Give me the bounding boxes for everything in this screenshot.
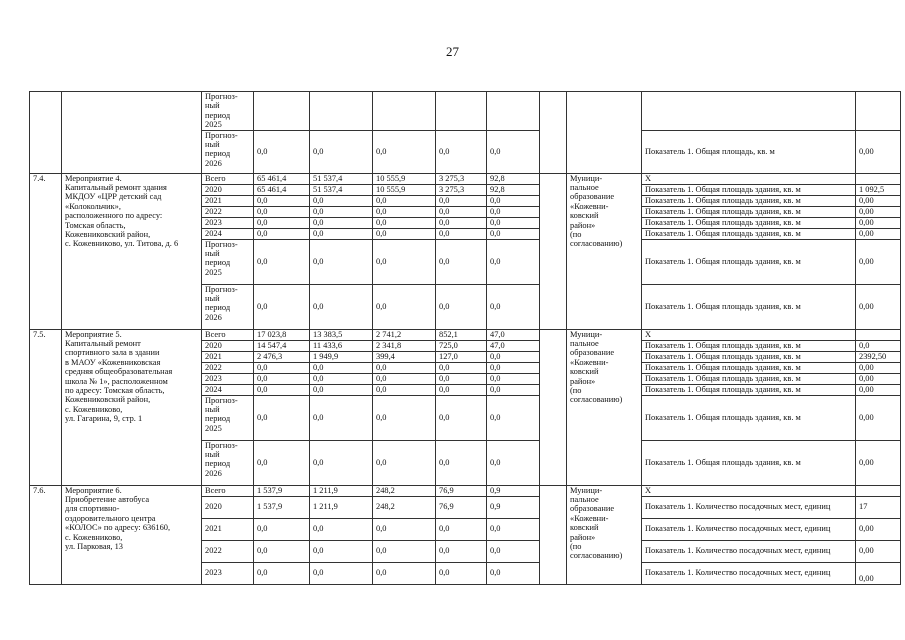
cell-value: 0,0	[310, 284, 373, 329]
cell-year: 2023	[202, 373, 254, 384]
cell-value: 0,0	[310, 395, 373, 440]
cell-indicator-value: 0,00	[856, 362, 901, 373]
cell-value: 0,0	[373, 284, 436, 329]
cell-value: 852,1	[436, 329, 487, 340]
cell-value: 0,0	[310, 195, 373, 206]
cell-value: 0,0	[436, 440, 487, 485]
cell-year: 2021	[202, 195, 254, 206]
cell-value: 0,0	[436, 217, 487, 228]
cell-value: 0,0	[310, 239, 373, 284]
cell-value: 0,0	[254, 217, 310, 228]
cell-year: 2024	[202, 384, 254, 395]
cell-value: 0,0	[254, 239, 310, 284]
table-row	[30, 92, 901, 131]
table-row	[30, 485, 901, 496]
cell-value: 2 341,8	[373, 340, 436, 351]
cell-value: 0,0	[254, 130, 310, 173]
cell-value: 0,9	[487, 485, 540, 496]
measures-table	[29, 91, 901, 585]
cell-indicator: Показатель 1. Общая площадь здания, кв. м	[642, 384, 856, 395]
event-executor: Муници- пальное образование «Кожевни- ковский район» (по согласованию)	[567, 329, 642, 485]
cell-value: 0,0	[436, 239, 487, 284]
cell-value: 92,8	[487, 184, 540, 195]
cell-indicator-value: 0,00	[856, 130, 901, 173]
cell-value: 0,0	[373, 206, 436, 217]
cell-value: 1 211,9	[310, 485, 373, 496]
cell-value: 399,4	[373, 351, 436, 362]
table-body	[30, 92, 901, 585]
cell-value: 0,0	[436, 395, 487, 440]
cell-value: 0,0	[436, 562, 487, 584]
cell-value: 0,0	[487, 228, 540, 239]
cell-value	[310, 92, 373, 131]
cell-value: 0,0	[436, 195, 487, 206]
cell-value: 248,2	[373, 485, 436, 496]
cell-value: 1 537,9	[254, 496, 310, 518]
cell-indicator: Показатель 1. Общая площадь здания, кв. м	[642, 362, 856, 373]
cell-value: 76,9	[436, 485, 487, 496]
cell-indicator: Показатель 1. Общая площадь здания, кв. м	[642, 206, 856, 217]
cell-value	[254, 92, 310, 131]
cell-year: Прогноз- ный период 2025	[202, 239, 254, 284]
cell-value: 0,0	[436, 373, 487, 384]
cell-indicator-value: 2392,50	[856, 351, 901, 362]
cell-value: 0,0	[487, 284, 540, 329]
cell-year: Всего	[202, 485, 254, 496]
cell-indicator-value: 0,00	[856, 195, 901, 206]
cell-year: 2021	[202, 518, 254, 540]
cell-value: 0,0	[310, 228, 373, 239]
event-name: Мероприятие 5. Капитальный ремонт спортивного зала в здании в МАОУ «Кожевниковская средняя общеобразовательная школа № 1», расположенном по адресу: Томская область, Кожевниковский район, с. Кожевниково, ул. Гагарина, 9, стр. 1	[62, 329, 202, 485]
cell-value: 0,0	[436, 228, 487, 239]
cell-value: 65 461,4	[254, 173, 310, 184]
cell-indicator-value: 0,00	[856, 384, 901, 395]
cell-year: Прогноз- ный период 2026	[202, 130, 254, 173]
cell-indicator: Показатель 1. Количество посадочных мест, единиц	[642, 540, 856, 562]
cell-indicator-value: 0,00	[856, 206, 901, 217]
cell-indicator: Показатель 1. Общая площадь здания, кв. м	[642, 340, 856, 351]
cell-indicator	[642, 92, 856, 131]
cell-indicator-value: 0,00	[856, 440, 901, 485]
cell-value: 0,0	[254, 362, 310, 373]
cell-value	[373, 92, 436, 131]
cell-value: 0,0	[373, 362, 436, 373]
event-number: 7.5.	[30, 329, 62, 485]
cell-indicator: Показатель 1. Количество посадочных мест, единиц	[642, 518, 856, 540]
cell-indicator: Показатель 1. Общая площадь здания, кв. м	[642, 217, 856, 228]
cell-value: 0,0	[487, 540, 540, 562]
cell-value: 0,0	[254, 440, 310, 485]
cell-value: 0,0	[310, 206, 373, 217]
cell-value: 0,0	[373, 540, 436, 562]
cell-indicator-value	[856, 173, 901, 184]
event-name: Мероприятие 4. Капитальный ремонт здания МКДОУ «ЦРР детский сад «Колокольчик», расположенного по адресу: Томская область, Кожевниковский район, с. Кожевниково, ул. Титова, д. 6	[62, 173, 202, 329]
cell-value: 0,0	[254, 562, 310, 584]
cell-year: Всего	[202, 329, 254, 340]
cell-value: 14 547,4	[254, 340, 310, 351]
cell-indicator: Показатель 1. Общая площадь здания, кв. м	[642, 284, 856, 329]
cell-year: 2021	[202, 351, 254, 362]
cell-value: 0,0	[487, 351, 540, 362]
cell-value: 0,0	[310, 540, 373, 562]
event-executor: Муници- пальное образование «Кожевни- ковский район» (по согласованию)	[567, 173, 642, 329]
cell-year: Прогноз- ный период 2026	[202, 284, 254, 329]
cell-value: 0,0	[436, 362, 487, 373]
cell-value: 0,0	[254, 206, 310, 217]
cell-value: 0,0	[254, 373, 310, 384]
cell-value: 10 555,9	[373, 173, 436, 184]
cell-value: 0,0	[373, 518, 436, 540]
cell-indicator-value	[856, 329, 901, 340]
cell-value: 10 555,9	[373, 184, 436, 195]
cell-indicator: Показатель 1. Количество посадочных мест, единиц	[642, 496, 856, 518]
cell-value: 0,0	[487, 130, 540, 173]
cell-blank	[540, 329, 567, 485]
cell-blank	[540, 173, 567, 329]
cell-value: 0,0	[310, 562, 373, 584]
cell-value: 13 383,5	[310, 329, 373, 340]
event-executor: Муници- пальное образование «Кожевни- ковский район» (по согласованию)	[567, 485, 642, 584]
cell-value: 0,0	[436, 384, 487, 395]
cell-value: 725,0	[436, 340, 487, 351]
cell-indicator-value	[856, 485, 901, 496]
cell-value: 0,0	[373, 395, 436, 440]
cell-value: 0,0	[373, 130, 436, 173]
cell-value: 11 433,6	[310, 340, 373, 351]
cell-value: 0,0	[310, 217, 373, 228]
cell-value: 0,0	[487, 440, 540, 485]
cell-indicator: Показатель 1. Общая площадь здания, кв. м	[642, 239, 856, 284]
cell-value: 0,0	[436, 518, 487, 540]
cell-value: 2 741,2	[373, 329, 436, 340]
cell-indicator: Х	[642, 485, 856, 496]
cell-value: 127,0	[436, 351, 487, 362]
cell-value: 0,0	[373, 217, 436, 228]
event-name: Мероприятие 6. Приобретение автобуса для спортивно- оздоровительного центра «КОЛОС» по адресу: 636160, с. Кожевниково, ул. Парковая, 13	[62, 485, 202, 584]
cell-value: 0,0	[310, 130, 373, 173]
cell-value: 76,9	[436, 496, 487, 518]
cell-value: 1 211,9	[310, 496, 373, 518]
cell-value: 0,0	[373, 440, 436, 485]
cell-value: 0,0	[373, 228, 436, 239]
cell-value: 0,0	[487, 518, 540, 540]
table-row	[30, 173, 901, 184]
cell-value: 0,0	[254, 284, 310, 329]
cell-value: 0,0	[373, 384, 436, 395]
cell-value: 0,0	[487, 562, 540, 584]
cell-year: 2020	[202, 340, 254, 351]
cell-year: 2023	[202, 217, 254, 228]
cell-value: 0,0	[373, 239, 436, 284]
cell-value: 0,0	[310, 518, 373, 540]
cell-value: 0,0	[310, 440, 373, 485]
cell-year: 2020	[202, 184, 254, 195]
cell-value: 0,0	[310, 384, 373, 395]
cell-indicator: Показатель 1. Общая площадь здания, кв. м	[642, 373, 856, 384]
cell-year: Всего	[202, 173, 254, 184]
cell-value: 65 461,4	[254, 184, 310, 195]
cell-indicator: Показатель 1. Общая площадь здания, кв. м	[642, 184, 856, 195]
cell-value: 248,2	[373, 496, 436, 518]
cell-indicator: Х	[642, 329, 856, 340]
cell-value: 0,0	[436, 540, 487, 562]
cell-value: 0,0	[373, 373, 436, 384]
cell-value: 47,0	[487, 340, 540, 351]
cell-indicator-value: 1 092,5	[856, 184, 901, 195]
cell-indicator: Показатель 1. Количество посадочных мест, единиц	[642, 562, 856, 584]
cell-value: 0,0	[487, 217, 540, 228]
cell-value: 0,0	[254, 518, 310, 540]
cell-value: 0,0	[487, 395, 540, 440]
cell-year: 2022	[202, 206, 254, 217]
cell-value: 0,0	[487, 362, 540, 373]
cell-year: 2024	[202, 228, 254, 239]
cell-indicator-value: 0,00	[856, 239, 901, 284]
cell-indicator-value: 0,0	[856, 340, 901, 351]
cell-value: 0,0	[254, 395, 310, 440]
cell-year: 2023	[202, 562, 254, 584]
cell-value: 3 275,3	[436, 184, 487, 195]
cell-blank	[540, 92, 567, 174]
cell-value: 1 949,9	[310, 351, 373, 362]
cell-executor	[567, 92, 642, 174]
cell-indicator-value: 0,00	[856, 284, 901, 329]
cell-value: 0,0	[254, 195, 310, 206]
cell-indicator-value: 0,00	[856, 228, 901, 239]
cell-value	[487, 92, 540, 131]
cell-value: 0,0	[373, 562, 436, 584]
cell-year: Прогноз- ный период 2025	[202, 395, 254, 440]
table-row	[30, 329, 901, 340]
cell-value: 0,0	[310, 373, 373, 384]
cell-indicator: Показатель 1. Общая площадь здания, кв. м	[642, 440, 856, 485]
cell-year: 2022	[202, 540, 254, 562]
page-number: 27	[446, 44, 459, 59]
cell-indicator-value: 0,00	[856, 373, 901, 384]
event-number: 7.6.	[30, 485, 62, 584]
cell-indicator: Показатель 1. Общая площадь здания, кв. м	[642, 351, 856, 362]
cell-value: 0,0	[487, 239, 540, 284]
cell-year: 2020	[202, 496, 254, 518]
cell-year: Прогноз- ный период 2026	[202, 440, 254, 485]
cell-value: 0,0	[487, 195, 540, 206]
cell-value: 0,0	[436, 206, 487, 217]
cell-value: 51 537,4	[310, 173, 373, 184]
cell-indicator: Х	[642, 173, 856, 184]
cell-name	[62, 92, 202, 174]
cell-indicator-value: 0,00	[856, 562, 901, 584]
cell-value: 1 537,9	[254, 485, 310, 496]
cell-indicator-value: 17	[856, 496, 901, 518]
cell-value: 0,0	[254, 384, 310, 395]
cell-value: 0,9	[487, 496, 540, 518]
cell-value: 2 476,3	[254, 351, 310, 362]
cell-value: 0,0	[487, 373, 540, 384]
cell-value: 0,0	[373, 195, 436, 206]
cell-value: 92,8	[487, 173, 540, 184]
cell-value: 17 023,8	[254, 329, 310, 340]
cell-value: 47,0	[487, 329, 540, 340]
cell-indicator: Показатель 1. Общая площадь здания, кв. м	[642, 395, 856, 440]
cell-value	[436, 92, 487, 131]
cell-indicator-value: 0,00	[856, 395, 901, 440]
cell-value: 3 275,3	[436, 173, 487, 184]
event-number: 7.4.	[30, 173, 62, 329]
cell-value: 0,0	[310, 362, 373, 373]
cell-value: 0,0	[254, 228, 310, 239]
cell-indicator: Показатель 1. Общая площадь здания, кв. м	[642, 195, 856, 206]
cell-value: 0,0	[487, 384, 540, 395]
cell-indicator: Показатель 1. Общая площадь здания, кв. м	[642, 228, 856, 239]
cell-indicator-value: 0,00	[856, 217, 901, 228]
cell-value: 0,0	[487, 206, 540, 217]
cell-value: 51 537,4	[310, 184, 373, 195]
cell-year: 2022	[202, 362, 254, 373]
cell-indicator: Показатель 1. Общая площадь, кв. м	[642, 130, 856, 173]
cell-year: Прогноз- ный период 2025	[202, 92, 254, 131]
cell-value: 0,0	[436, 284, 487, 329]
cell-blank	[540, 485, 567, 584]
cell-indicator-value	[856, 92, 901, 131]
cell-value: 0,0	[254, 540, 310, 562]
cell-num	[30, 92, 62, 174]
cell-indicator-value: 0,00	[856, 518, 901, 540]
cell-value: 0,0	[436, 130, 487, 173]
cell-indicator-value: 0,00	[856, 540, 901, 562]
